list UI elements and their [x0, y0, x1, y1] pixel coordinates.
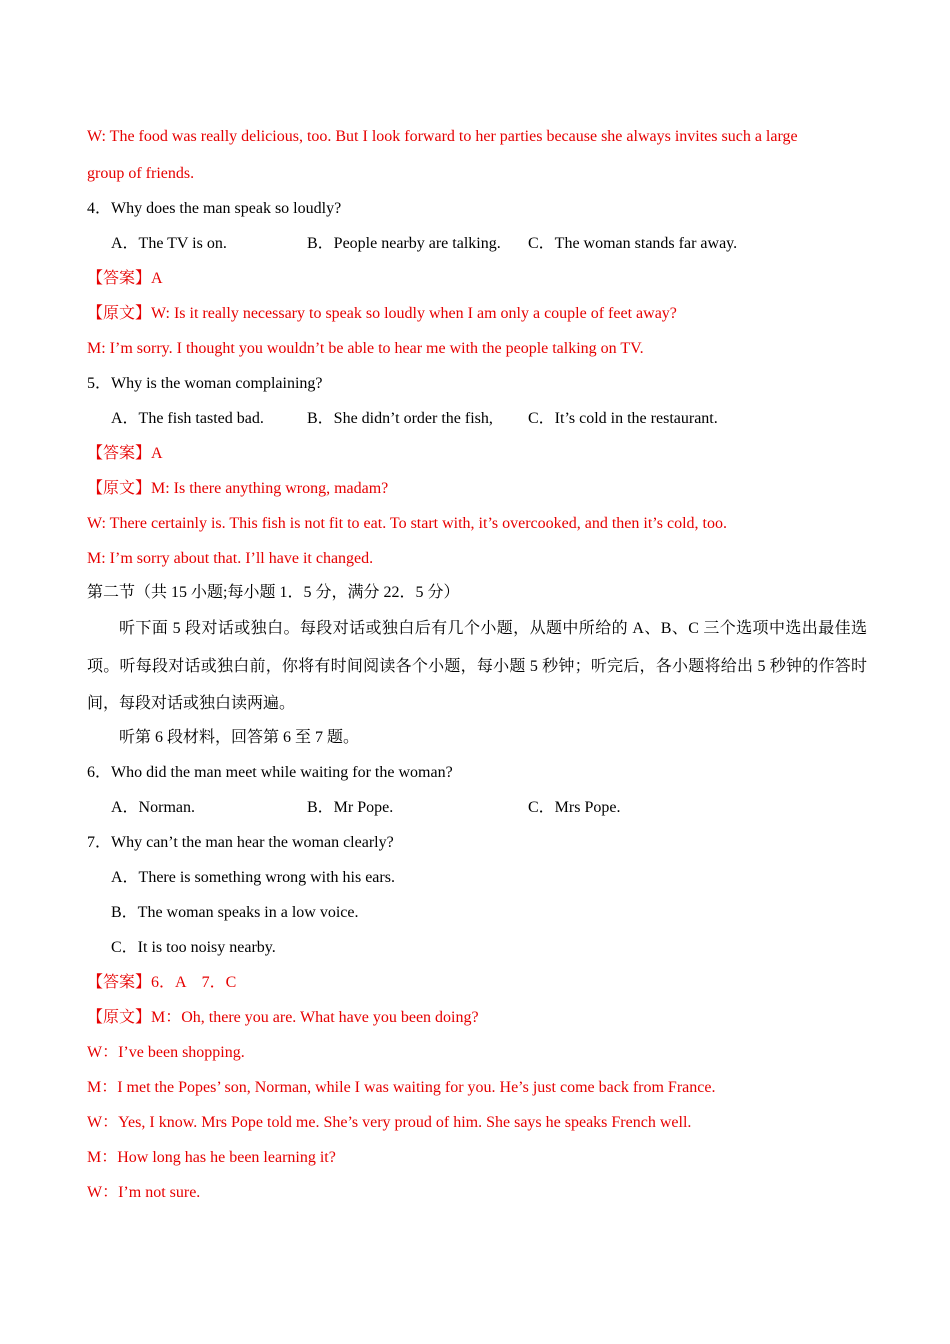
q5-answer: 【答案】A — [87, 445, 163, 462]
q6-question: 6．Who did the man meet while waiting for the woman? — [87, 764, 453, 781]
q6-option-b: B．Mr Pope. — [307, 799, 394, 816]
q6-7-transcript-line: W：I’ve been shopping. — [87, 1044, 245, 1061]
q5-option-c: C．It’s cold in the restaurant. — [528, 410, 718, 427]
q7-option-c: C．It is too noisy nearby. — [111, 939, 276, 956]
q4-transcript-m: M: I’m sorry. I thought you wouldn’t be able to hear me with the people talking on TV. — [87, 340, 644, 357]
q6-7-transcript-line: W：Yes, I know. Mrs Pope told me. She’s very proud of him. She says he speaks French well. — [87, 1114, 692, 1131]
q5-transcript-m1: 【原文】M: Is there anything wrong, madam? — [87, 480, 389, 497]
q7-option-a: A．There is something wrong with his ears. — [111, 869, 395, 886]
q5-transcript-w: W: There certainly is. This fish is not fit to eat. To start with, it’s overcooked, and then it’s cold, too. — [87, 515, 727, 532]
q6-7-transcript-line: 【原文】M：Oh, there you are. What have you been doing? — [87, 1009, 479, 1026]
q6-7-transcript-line: M：How long has he been learning it? — [87, 1149, 336, 1166]
q4-option-a: A．The TV is on. — [111, 235, 227, 252]
q3-transcript-line1: W: The food was really delicious, too. But I look forward to her parties because she always invites such a large — [87, 128, 798, 145]
q6-7-transcript-line: W：I’m not sure. — [87, 1184, 201, 1201]
q4-transcript-w: 【原文】W: Is it really necessary to speak so loudly when I am only a couple of feet away? — [87, 305, 677, 322]
q4-answer: 【答案】A — [87, 270, 163, 287]
q6-7-transcript-line: M：I met the Popes’ son, Norman, while I was waiting for you. He’s just come back from France. — [87, 1079, 716, 1096]
section2-material-intro: 听第 6 段材料，回答第 6 至 7 题。 — [119, 729, 360, 746]
q5-option-a: A．The fish tasted bad. — [111, 410, 264, 427]
q5-option-b: B．She didn’t order the fish, — [307, 410, 493, 427]
q6-option-c: C．Mrs Pope. — [528, 799, 621, 816]
q7-option-b: B．The woman speaks in a low voice. — [111, 904, 359, 921]
section2-header: 第二节（共 15 小题;每小题 1．5 分，满分 22．5 分） — [87, 584, 460, 601]
q7-question: 7．Why can’t the man hear the woman clearly? — [87, 834, 394, 851]
section2-instructions: 听下面 5 段对话或独白。每段对话或独白后有几个小题，从题中所给的 A、B、C 三个选项中选出最佳选项。听每段对话或独白前，你将有时间阅读各个小题，每小题 5 秒钟；听完后，各小题将给出 5 秒钟的作答时间，每段对话或独白读两遍。 — [87, 620, 867, 712]
q4-question: 4．Why does the man speak so loudly? — [87, 200, 342, 217]
q6-7-answer: 【答案】6．A 7．C — [87, 974, 237, 991]
q5-question: 5．Why is the woman complaining? — [87, 375, 323, 392]
q3-transcript-line2: group of friends. — [87, 165, 195, 182]
q4-option-b: B．People nearby are talking. — [307, 235, 501, 252]
q6-option-a: A．Norman. — [111, 799, 195, 816]
q5-transcript-m2: M: I’m sorry about that. I’ll have it changed. — [87, 550, 374, 567]
q4-option-c: C．The woman stands far away. — [528, 235, 738, 252]
